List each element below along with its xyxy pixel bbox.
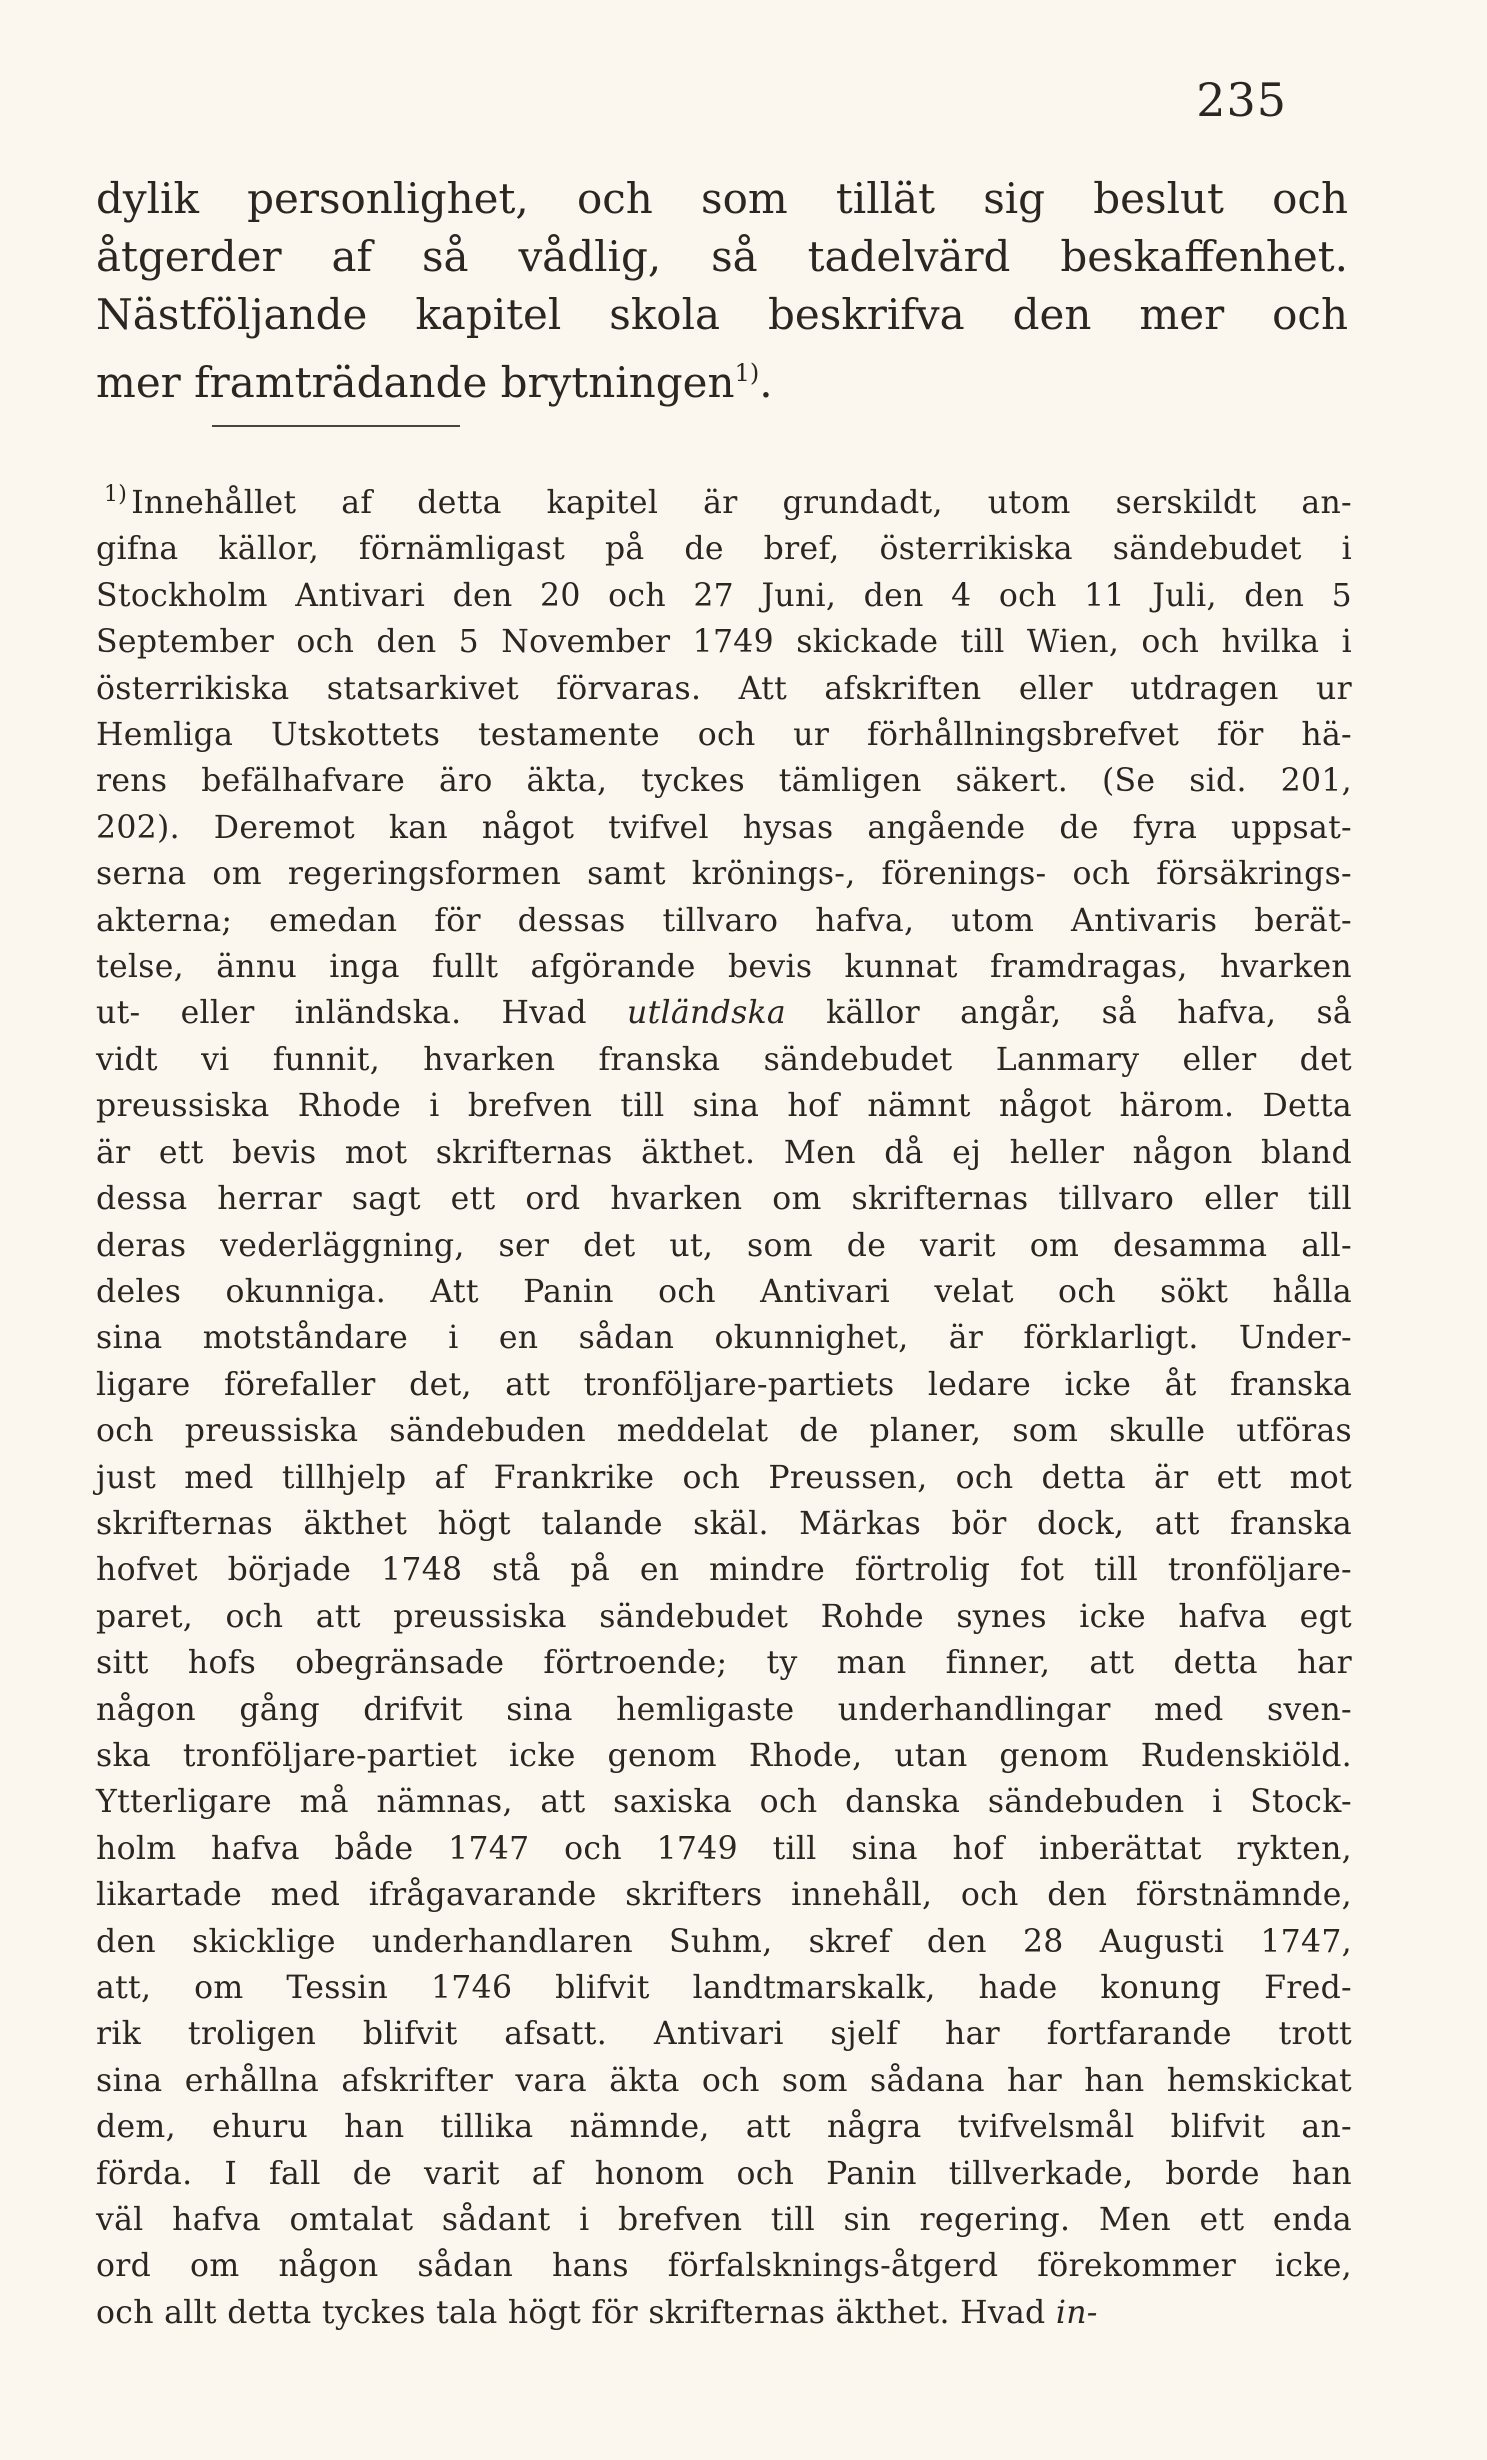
footnote	[96, 472, 1352, 2336]
main-text-line: åtgerder af så vådlig, så tadelvärd beskaffenhet.	[96, 232, 1348, 281]
footnote-line: holm hafva både 1747 och 1749 till sina hof inberättat rykten,	[96, 1830, 1352, 1867]
footnote-line-content: källor angår, så hafva, så	[826, 995, 1352, 1032]
footnote-line: sina erhållna afskrifter vara äkta och som sådana har han hemskickat	[96, 2062, 1352, 2099]
footnote-line: deles okunniga. Att Panin och Antivari velat och sökt hålla	[96, 1273, 1352, 1310]
footnote-line: dessa herrar sagt ett ord hvarken om skrifternas tillvaro eller till	[96, 1181, 1352, 1218]
footnote-line: förda. I fall de varit af honom och Panin tillverkade, borde han	[96, 2155, 1352, 2192]
main-text-line-content: mer framträdande brytningen	[96, 358, 735, 407]
italic-word: in-	[1055, 2294, 1098, 2331]
footnote-line: att, om Tessin 1746 blifvit landtmarskalk, hade konung Fred-	[96, 1970, 1352, 2006]
footnote-line: serna om regeringsformen samt krönings-, förenings- och försäkrings-	[96, 856, 1352, 893]
main-text-line: dylik personlighet, och som tillät sig beslut och	[96, 174, 1348, 223]
footnote-line: någon gång drifvit sina hemligaste underhandlingar med sven-	[96, 1691, 1352, 1728]
footnote-line: 202). Deremot kan något tvifvel hysas angående de fyra uppsat-	[96, 809, 1352, 846]
footnote-line: telse, ännu inga fullt afgörande bevis kunnat framdragas, hvarken	[96, 949, 1352, 986]
footnote-line: rens befälhafvare äro äkta, tyckes tämligen säkert. (Se sid. 201,	[96, 763, 1352, 800]
footnote-line-content: Innehållet af detta kapitel är grundadt, utom serskildt an-	[131, 485, 1352, 521]
footnote-line: vidt vi funnit, hvarken franska sändebudet Lanmary eller det	[96, 1041, 1352, 1078]
footnote-line: den skicklige underhandlaren Suhm, skref den 28 Augusti 1747,	[96, 1923, 1352, 1960]
footnote-line: Ytterligare må nämnas, att saxiska och danska sändebuden i Stock-	[96, 1784, 1352, 1821]
footnote-line: Stockholm Antivari den 20 och 27 Juni, den 4 och 11 Juli, den 5	[96, 577, 1352, 614]
footnote-marker: 1)	[104, 482, 128, 507]
footnote-line	[96, 2290, 1352, 2336]
main-text-line	[96, 344, 1348, 412]
footnote-line: ska tronföljare-partiet icke genom Rhode, utan genom Rudenskiöld.	[96, 1737, 1352, 1774]
footnote-line: akterna; emedan för dessas tillvaro hafva, utom Antivaris berät-	[96, 902, 1352, 939]
footnote-line-content: och allt detta tyckes tala högt för skrifternas äkthet. Hvad	[96, 2294, 1046, 2331]
footnote-line: är ett bevis mot skrifternas äkthet. Men då ej heller någon bland	[96, 1134, 1352, 1171]
main-text-line: Nästföljande kapitel skola beskrifva den mer och	[96, 290, 1348, 339]
footnote-line: dem, ehuru han tillika nämnde, att några tvifvelsmål blifvit an-	[96, 2109, 1352, 2146]
page-number: 235	[1196, 73, 1287, 127]
main-text	[96, 170, 1348, 412]
footnote-line: rik troligen blifvit afsatt. Antivari sjelf har fortfarande trott	[96, 2016, 1352, 2053]
footnote-line: just med tillhjelp af Frankrike och Preussen, och detta är ett mot	[96, 1459, 1352, 1496]
footnote-line: September och den 5 November 1749 skickade till Wien, och hvilka i	[96, 624, 1352, 661]
footnote-line	[96, 472, 1352, 526]
footnote-line: deras vederläggning, ser det ut, som de varit om desamma all-	[96, 1227, 1352, 1264]
footnote-line: Hemliga Utskottets testamente och ur förhållningsbrefvet för hä-	[96, 717, 1352, 754]
footnote-line: ord om någon sådan hans förfalsknings-åtgerd förekommer icke,	[96, 2248, 1352, 2285]
footnote-line: österrikiska statsarkivet förvaras. Att afskriften eller utdragen ur	[96, 670, 1352, 707]
footnote-line: ligare förefaller det, att tronföljare-partiets ledare icke åt franska	[96, 1366, 1352, 1403]
main-text-closing: .	[759, 358, 773, 407]
footnote-line: paret, och att preussiska sändebudet Rohde synes icke hafva egt	[96, 1598, 1352, 1635]
footnote-reference: 1)	[734, 359, 760, 387]
footnote-line: sitt hofs obegränsade förtroende; ty man finner, att detta har	[96, 1645, 1352, 1682]
footnote-line-content: ut- eller inländska. Hvad	[96, 995, 587, 1032]
footnote-line: väl hafva omtalat sådant i brefven till sin regering. Men ett enda	[96, 2202, 1352, 2239]
footnote-line: preussiska Rhode i brefven till sina hof nämnt något härom. Detta	[96, 1088, 1352, 1125]
footnote-line: och preussiska sändebuden meddelat de planer, som skulle utföras	[96, 1413, 1352, 1450]
footnote-line: gifna källor, förnämligast på de bref, österrikiska sändebudet i	[96, 531, 1352, 568]
footnote-divider	[212, 425, 460, 427]
footnote-line: likartade med ifrågavarande skrifters innehåll, och den förstnämnde,	[96, 1877, 1352, 1914]
footnote-line: skrifternas äkthet högt talande skäl. Märkas bör dock, att franska	[96, 1505, 1352, 1542]
footnote-line	[96, 990, 1352, 1036]
footnote-line: sina motståndare i en sådan okunnighet, är förklarligt. Under-	[96, 1320, 1352, 1357]
italic-word: utländska	[627, 995, 787, 1032]
footnote-line: hofvet började 1748 stå på en mindre förtrolig fot till tronföljare-	[96, 1552, 1352, 1589]
